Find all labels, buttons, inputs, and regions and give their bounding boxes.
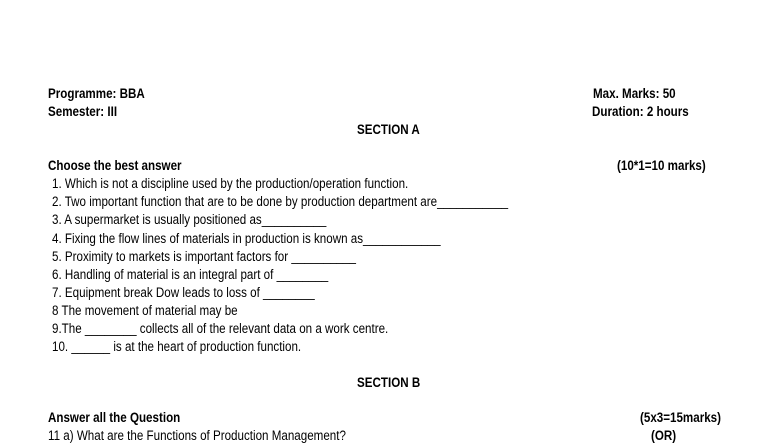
duration-label: Duration: 2 hours [592,104,689,119]
question-9: 9.The ________ collects all of the relevant data on a work centre. [52,321,389,336]
question-5: 5. Proximity to markets is important factors for __________ [52,249,356,264]
question-4: 4. Fixing the flow lines of materials in production is known as____________ [52,231,441,246]
question-2: 2. Two important function that are to be done by production department are___________ [52,194,509,209]
question-3: 3. A supermarket is usually positioned as__________ [52,212,327,227]
programme-label: Programme: BBA [48,86,145,101]
question-6: 6. Handling of material is an integral part of ________ [52,267,329,282]
question-7: 7. Equipment break Dow leads to loss of ________ [52,285,315,300]
question-10: 10. ______ is at the heart of production function. [52,339,302,354]
max-marks-label: Max. Marks: 50 [593,86,676,101]
semester-label: Semester: III [48,104,118,119]
section-a-marks: (10*1=10 marks) [617,158,706,173]
section-b-marks: (5x3=15marks) [640,410,722,425]
or-label: (OR) [651,428,677,443]
question-11a: 11 a) What are the Functions of Production Management? [48,428,346,443]
question-1: 1. Which is not a discipline used by the production/operation function. [52,176,409,191]
section-b-instruction: Answer all the Question [48,410,181,425]
section-a-title: SECTION A [357,122,420,137]
section-a-instruction: Choose the best answer [48,158,182,173]
question-8: 8 The movement of material may be [52,303,238,318]
section-b-title: SECTION B [357,375,421,390]
